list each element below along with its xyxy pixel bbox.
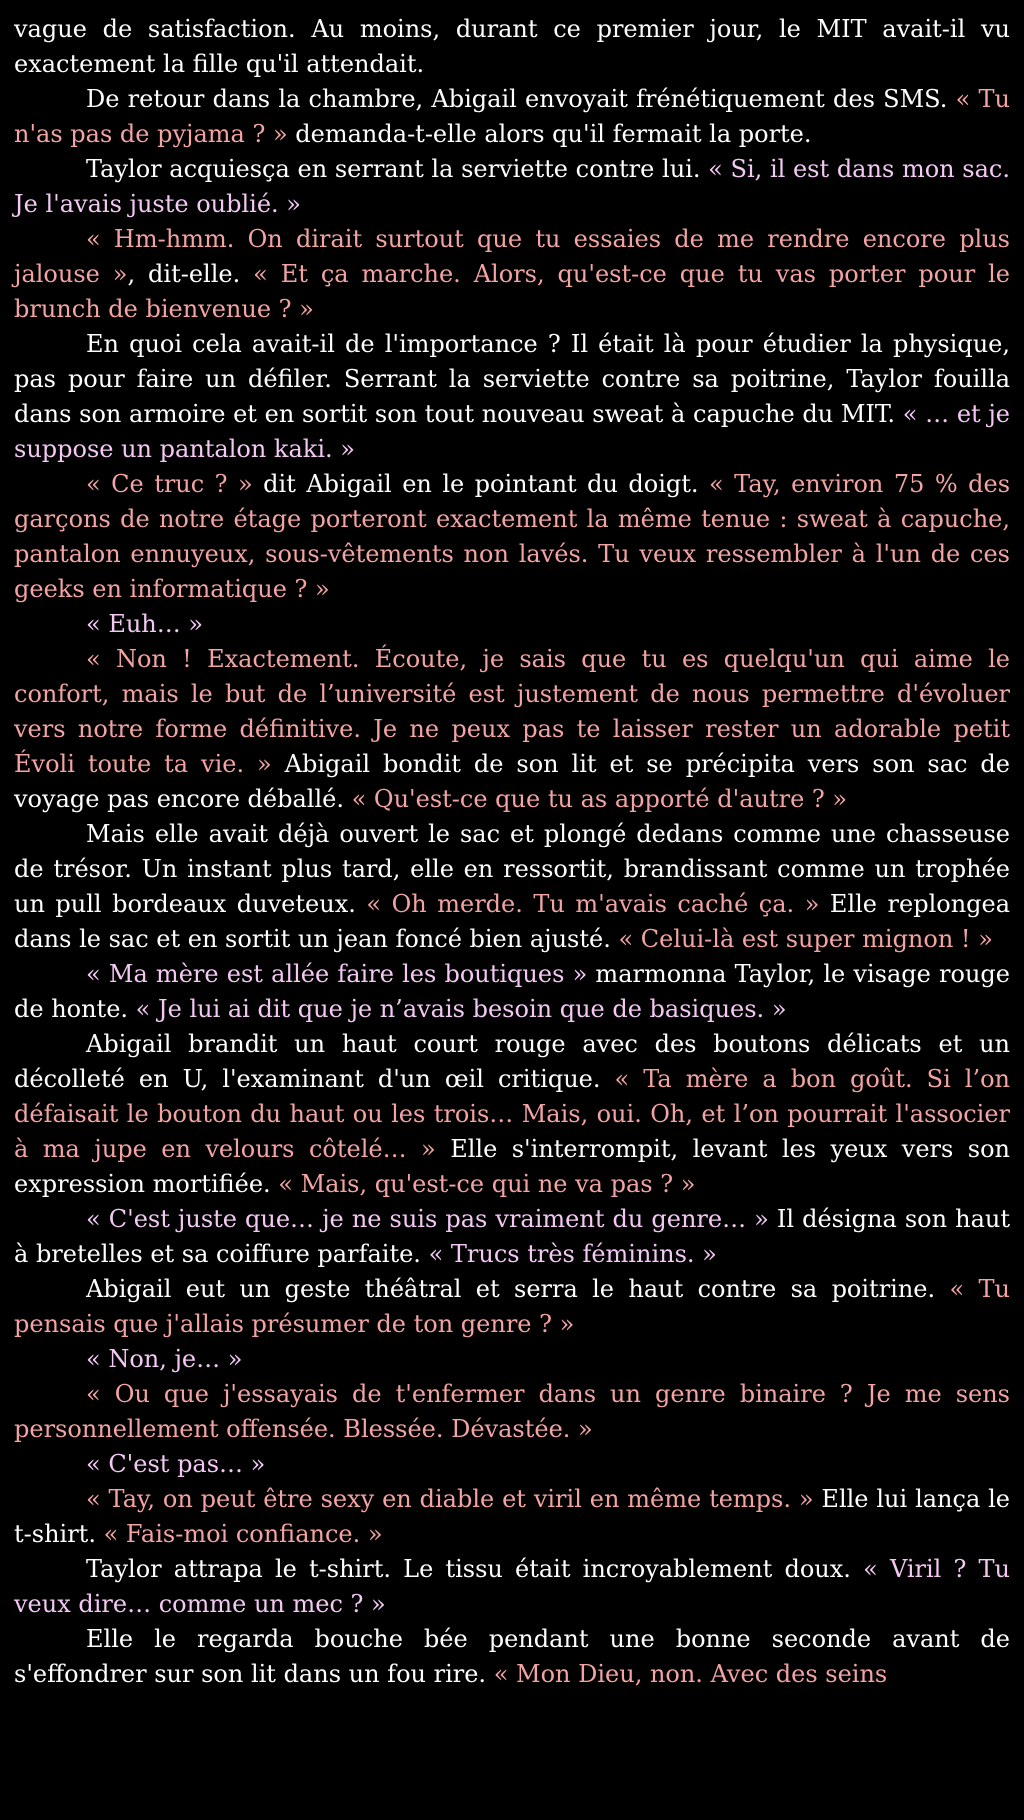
taylor-dialogue: « Je lui ai dit que je n’avais besoin que de basiques. »: [135, 995, 787, 1023]
abigail-dialogue: « Tay, environ 75 % des garçons de notre étage porteront exactement la même tenue : sweat à capuche, pantalon ennuyeux, sous-vêtements non lavés. Tu veux ressembler à l'un de ces geeks en informatique ? »: [14, 470, 1011, 603]
abigail-dialogue: « Et ça marche. Alors, qu'est-ce que tu vas porter pour le brunch de bienvenue ? »: [14, 260, 1010, 323]
narration-text: Taylor attrapa le t-shirt. Le tissu était incroyablement doux.: [86, 1555, 864, 1583]
abigail-dialogue: « Tu pensais que j'allais présumer de ton genre ? »: [14, 1275, 1010, 1338]
abigail-dialogue: « Celui-là est super mignon ! »: [618, 925, 993, 953]
paragraph: [14, 1622, 1010, 1692]
paragraph: [14, 1552, 1010, 1622]
narration-text: Elle s'interrompit, levant les yeux vers son expression mortifiée.: [14, 1135, 1010, 1198]
paragraph: [14, 467, 1010, 607]
taylor-dialogue: « Trucs très féminins. »: [428, 1240, 717, 1268]
paragraph: [14, 817, 1010, 957]
abigail-dialogue: « Mais, qu'est-ce qui ne va pas ? »: [278, 1170, 696, 1198]
narration-text: marmonna Taylor, le visage rouge de honte.: [14, 960, 1010, 1023]
taylor-dialogue: « Viril ? Tu veux dire… comme un mec ? »: [14, 1555, 1011, 1618]
paragraph: [14, 12, 1010, 82]
taylor-dialogue: « Si, il est dans mon sac. Je l'avais juste oublié. »: [14, 155, 1010, 218]
abigail-dialogue: « Tu n'as pas de pyjama ? »: [14, 85, 1010, 148]
narration-text: dit Abigail en le pointant du doigt.: [252, 470, 710, 498]
narration-text: De retour dans la chambre, Abigail envoyait frénétiquement des SMS.: [86, 85, 956, 113]
abigail-dialogue: « Ta mère a bon goût. Si l’on défaisait le bouton du haut ou les trois… Mais, oui. Oh, et l’on pourrait l'associer à ma jupe en velours côtelé… »: [14, 1065, 1011, 1163]
taylor-dialogue: « C'est juste que… je ne suis pas vraiment du genre… »: [86, 1205, 769, 1233]
paragraph: [14, 642, 1010, 817]
narration-text: Abigail bondit de son lit et se précipita vers son sac de voyage pas encore déballé.: [14, 750, 1010, 813]
taylor-dialogue: « Euh… »: [86, 610, 204, 638]
abigail-dialogue: « Fais-moi confiance. »: [103, 1520, 383, 1548]
paragraph: [14, 607, 1010, 642]
narration-text: En quoi cela avait-il de l'importance ? Il était là pour étudier la physique, pas pour faire un défiler. Serrant la serviette contre sa poitrine, Taylor fouilla dans son armoire et en sortit son tout nouveau sweat à capuche du MIT.: [14, 330, 1010, 428]
paragraph: [14, 1342, 1010, 1377]
abigail-dialogue: « Qu'est-ce que tu as apporté d'autre ? »: [351, 785, 848, 813]
narration-text: Elle lui lança le t-shirt.: [14, 1485, 1011, 1548]
paragraph: [14, 152, 1010, 222]
abigail-dialogue: « Non ! Exactement. Écoute, je sais que tu es quelqu'un qui aime le confort, mais le but de l’université est justement de nous permettre d'évoluer vers notre forme définitive. Je ne peux pas te laisser rester un adorable petit Évoli toute ta vie. »: [14, 645, 1010, 778]
paragraph: [14, 82, 1010, 152]
narration-text: Mais elle avait déjà ouvert le sac et plongé dedans comme une chasseuse de trésor. Un instant plus tard, elle en ressortit, brandissant comme un trophée un pull bordeaux duveteux.: [14, 820, 1010, 918]
narration-text: Elle replongea dans le sac et en sortit un jean foncé bien ajusté.: [14, 890, 1011, 953]
abigail-dialogue: « Oh merde. Tu m'avais caché ça. »: [366, 890, 820, 918]
narration-text: demanda-t-elle alors qu'il fermait la porte.: [287, 120, 812, 148]
taylor-dialogue: « C'est pas… »: [86, 1450, 266, 1478]
narration-text: vague de satisfaction. Au moins, durant ce premier jour, le MIT avait-il vu exactement la fille qu'il attendait.: [14, 15, 1010, 78]
abigail-dialogue: « Ou que j'essayais de t'enfermer dans un genre binaire ? Je me sens personnellement offensée. Blessée. Dévastée. »: [14, 1380, 1010, 1443]
narration-text: Il désigna son haut à bretelles et sa coiffure parfaite.: [14, 1205, 1010, 1268]
narration-text: Elle le regarda bouche bée pendant une bonne seconde avant de s'effondrer sur son lit dans un fou rire.: [14, 1625, 1010, 1688]
taylor-dialogue: « Ma mère est allée faire les boutiques »: [86, 960, 588, 988]
paragraph: [14, 327, 1010, 467]
abigail-dialogue: « Hm-hmm. On dirait surtout que tu essaies de me rendre encore plus jalouse »: [14, 225, 1010, 288]
paragraph: [14, 1447, 1010, 1482]
paragraph: [14, 957, 1010, 1027]
paragraph: [14, 1202, 1010, 1272]
paragraph: [14, 1377, 1010, 1447]
paragraph: [14, 1272, 1010, 1342]
taylor-dialogue: « Non, je… »: [86, 1345, 243, 1373]
abigail-dialogue: « Ce truc ? »: [86, 470, 253, 498]
narration-text: , dit-elle.: [127, 260, 254, 288]
paragraph: [14, 1482, 1010, 1552]
taylor-dialogue: « … et je suppose un pantalon kaki. »: [14, 400, 1011, 463]
narration-text: Taylor acquiesça en serrant la serviette contre lui.: [86, 155, 709, 183]
paragraph: [14, 1027, 1010, 1202]
narration-text: Abigail eut un geste théâtral et serra le haut contre sa poitrine.: [86, 1275, 950, 1303]
paragraph: [14, 222, 1010, 327]
abigail-dialogue: « Tay, on peut être sexy en diable et viril en même temps. »: [86, 1485, 814, 1513]
narration-text: Abigail brandit un haut court rouge avec des boutons délicats et un décolleté en U, l'examinant d'un œil critique.: [14, 1030, 1010, 1093]
abigail-dialogue: « Mon Dieu, non. Avec des seins: [493, 1660, 888, 1688]
